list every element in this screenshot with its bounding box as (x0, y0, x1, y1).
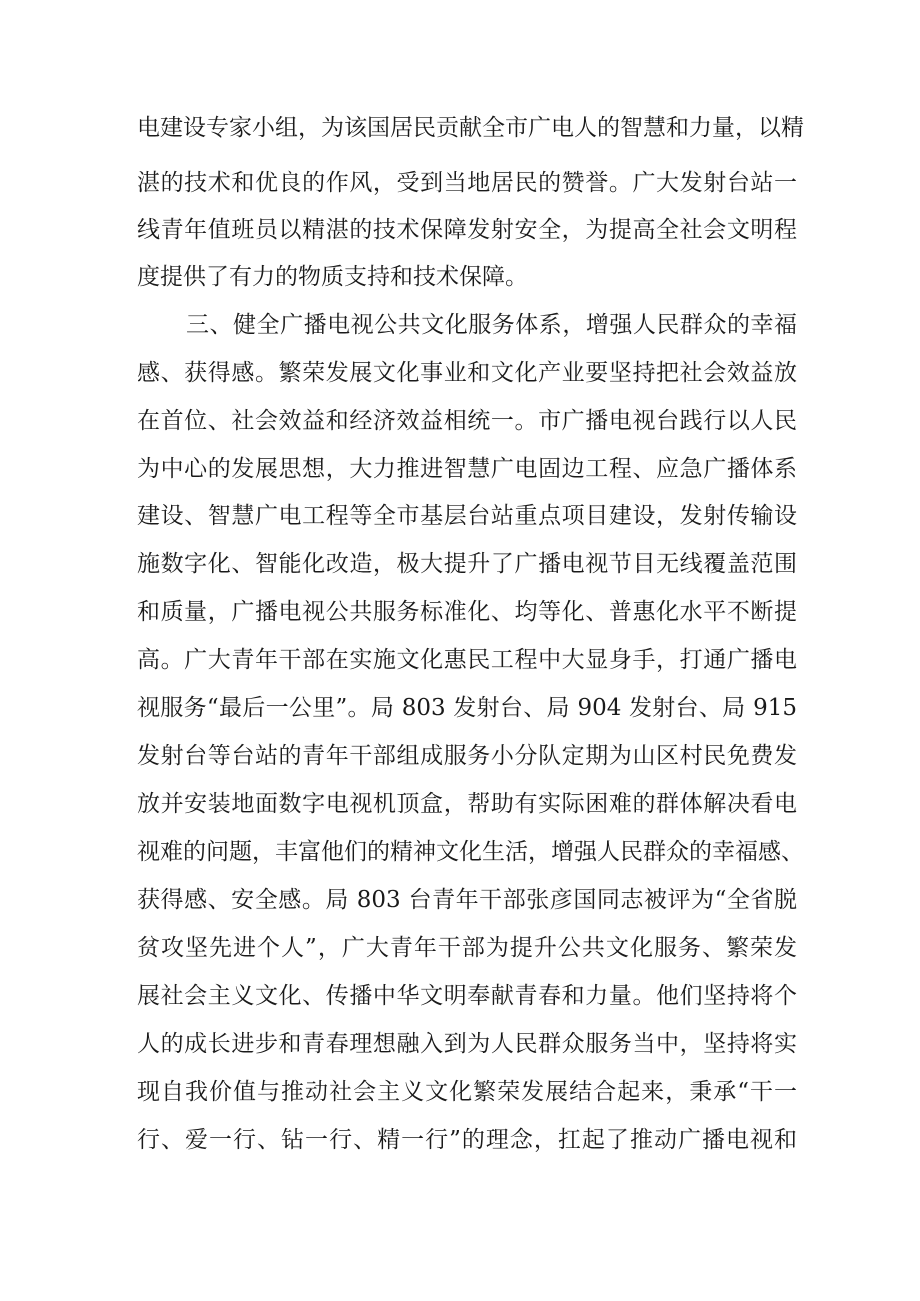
text-line: 电建设专家小组，为该国居民贡献全市广电人的智慧和力量，以精 (137, 115, 804, 141)
text-line: 线青年值班员以精湛的技术保障发射安全，为提高全社会文明程 (137, 217, 797, 243)
text-line: 感、获得感。繁荣发展文化事业和文化产业要坚持把社会效益放 (137, 360, 797, 386)
text-line: 高。广大青年干部在实施文化惠民工程中大显身手，打通广播电 (137, 647, 797, 673)
text-line: 在首位、社会效益和经济效益相统一。市广播电视台践行以人民 (137, 408, 797, 434)
text-line: 建设、智慧广电工程等全市基层台站重点项目建设，发射传输设 (137, 503, 797, 529)
text-line: 湛的技术和优良的作风，受到当地居民的赞誉。广大发射台站一 (137, 170, 797, 196)
section-heading-line: 三、健全广播电视公共文化服务体系，增强人民群众的幸福 (186, 312, 797, 338)
text-line: 度提供了有力的物质支持和技术保障。 (137, 264, 528, 290)
text-line: 人的成长进步和青春理想融入到为人民群众服务当中，坚持将实 (137, 1031, 797, 1057)
text-line: 和质量，广播电视公共服务标准化、均等化、普惠化水平不断提 (137, 599, 797, 625)
text-line: 放并安装地面数字电视机顶盒，帮助有实际困难的群体解决看电 (137, 791, 797, 817)
text-line: 获得感、安全感。局 803 台青年干部张彦国同志被评为“全省脱 (137, 887, 797, 913)
text-line: 发射台等台站的青年干部组成服务小分队定期为山区村民免费发 (137, 743, 797, 769)
text-line: 视服务“最后一公里”。局 803 发射台、局 904 发射台、局 915 (137, 695, 797, 721)
text-line: 视难的问题，丰富他们的精神文化生活，增强人民群众的幸福感、 (137, 839, 804, 865)
text-line: 贫攻坚先进个人”，广大青年干部为提升公共文化服务、繁荣发 (137, 935, 797, 961)
text-line: 展社会主义文化、传播中华文明奉献青春和力量。他们坚持将个 (137, 983, 797, 1009)
text-line: 施数字化、智能化改造，极大提升了广播电视节目无线覆盖范围 (137, 551, 797, 577)
text-line: 现自我价值与推动社会主义文化繁荣发展结合起来，秉承“干一 (137, 1079, 797, 1105)
text-line: 行、爱一行、钻一行、精一行”的理念，扛起了推动广播电视和 (137, 1127, 797, 1153)
text-line: 为中心的发展思想，大力推进智慧广电固边工程、应急广播体系 (137, 456, 797, 482)
